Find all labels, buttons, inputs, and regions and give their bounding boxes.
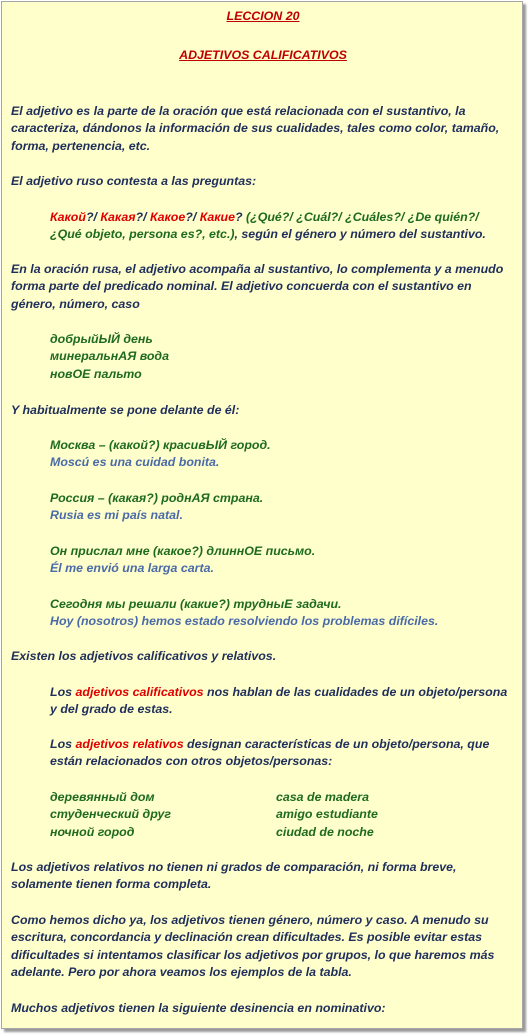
example-ru: Сегодня мы решали (какие?) трудныЕ задачи.	[50, 597, 342, 611]
example-pair-3	[50, 543, 512, 578]
lesson-title: LECCION 20	[226, 9, 300, 23]
question-ru-3: Какое	[150, 210, 186, 224]
paragraph-calificativos	[50, 684, 512, 719]
term-calificativos: adjetivos calificativos	[75, 685, 204, 699]
questions-line: Какой?/ Какая?/ Какое?/ Какие? (¿Qué?/ ¿Cuál?/ ¿Cuáles?/ ¿De quién?/ ¿Qué objeto, persona es?, etc.), según el género y número del sustantivo.	[50, 210, 486, 242]
pair-es: casa de madera	[276, 790, 369, 804]
example-pair-2	[50, 490, 512, 525]
paragraph-definition: El adjetivo es la parte de la oración que está relacionada con el sustantivo, la caracteriza, dándonos la información de sus cualidades, tales como color, tamaño, forma, pertenencia, etc.	[11, 104, 500, 153]
example-pair-4	[50, 596, 512, 631]
example-es: Él me envió una larga carta.	[50, 561, 214, 576]
example-es: Rusia es mi país natal.	[50, 508, 183, 523]
example-ru: добрыйЫЙ день	[50, 332, 153, 346]
term-relativos: adjetivos relativos	[75, 737, 184, 751]
question-ru-2: Какая	[100, 210, 136, 224]
paragraph-difficulties: Como hemos dicho ya, los adjetivos tienen género, número y caso. A menudo su escritura, concordancia y declinación crean dificultades. Es posible evitar estas dificultades si intentamos clasificar los adjetivos por grupos, lo que haremos más adelante. Pero por ahora veamos los ejemplos de la tabla.	[11, 913, 495, 980]
pair-es: amigo estudiante	[276, 807, 378, 822]
paragraph-endings: Muchos adjetivos tienen la siguiente desinencia en nominativo:	[11, 1001, 386, 1015]
paragraph-agreement: En la oración rusa, el adjetivo acompaña al sustantivo, lo complementa y a menudo forma parte del predicado nominal. El adjetivo concuerda con el sustantivo en género, número, caso	[11, 262, 504, 311]
paragraph-questions-intro: El adjetivo ruso contesta a las preguntas:	[11, 174, 257, 188]
pair-ru: ночной город	[50, 824, 135, 839]
pair-es: ciudad de noche	[276, 824, 374, 839]
example-ru: Москва – (какой?) красивЫЙ город.	[50, 438, 271, 452]
paragraph-relativos	[50, 736, 512, 771]
paragraph-position: Y habitualmente se pone delante de él:	[11, 403, 240, 417]
example-es: Moscú es una cuidad bonita.	[50, 455, 220, 470]
pair-ru: деревянный дом	[50, 790, 155, 804]
paragraph-types: Existen los adjetivos calificativos y relativos.	[11, 649, 277, 663]
calif-pre: Los	[50, 685, 76, 699]
example-ru: новОЕ пальто	[50, 366, 142, 381]
lesson-page	[1, 1, 523, 1029]
question-ru-1: Какой	[50, 210, 86, 224]
relat-pre: Los	[50, 737, 76, 751]
pair-ru: студенческий друг	[50, 807, 171, 822]
question-ru-4: Какие	[199, 210, 235, 224]
examples-list-1	[50, 331, 512, 383]
example-pair-1	[50, 437, 512, 472]
pairs-es-column	[276, 789, 516, 841]
question-tail: , según el género y número del sustantivo.	[234, 227, 486, 242]
section-title: ADJETIVOS CALIFICATIVOS	[179, 48, 347, 62]
question-es: (¿Qué?/ ¿Cuál?/ ¿Cuáles?/ ¿De quién?/ ¿Qué objeto, persona es?, etc.)	[50, 210, 479, 242]
example-ru: Россия – (какая?) роднАЯ страна.	[50, 491, 264, 505]
example-es: Hoy (nosotros) hemos estado resolviendo los problemas difíciles.	[50, 614, 439, 629]
example-ru: Он прислал мне (какое?) длиннОЕ письмо.	[50, 544, 316, 558]
relat-post: designan características de un objeto/persona, que están relacionados con otros objetos/personas:	[50, 737, 490, 769]
example-ru: минеральнАЯ вода	[50, 349, 169, 364]
paragraph-relativos-note: Los adjetivos relativos no tienen ni grados de comparación, ni forma breve, solamente tienen forma completa.	[11, 860, 457, 892]
calif-post: nos hablan de las cualidades de un objeto/persona y del grado de estas.	[50, 685, 508, 717]
